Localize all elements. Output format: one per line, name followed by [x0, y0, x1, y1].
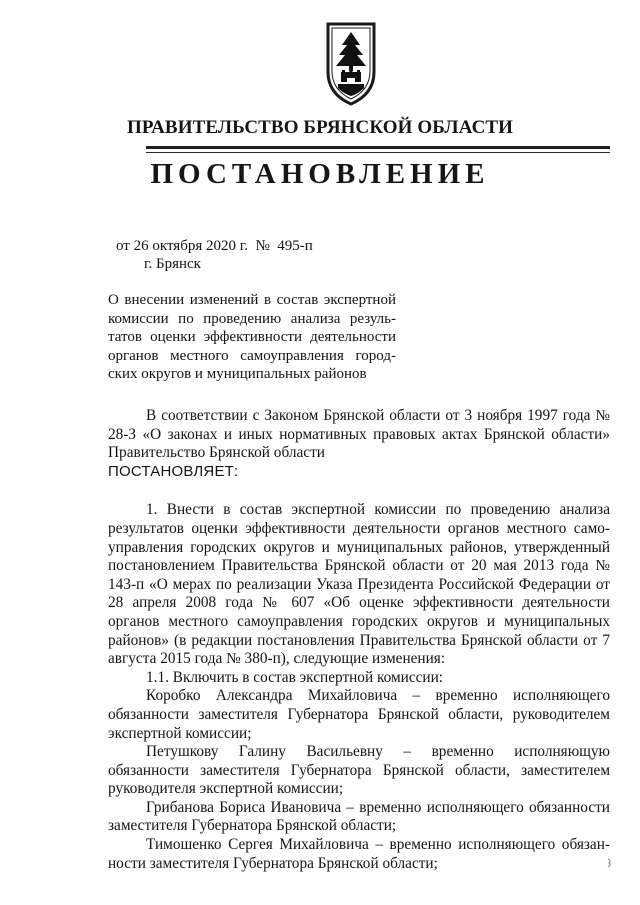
document-date: от 26 октября 2020 г.: [116, 238, 248, 254]
member-entry: Петушкову Галину Васильевну – временно исполняющую обязанности заместителя Губернатора Брянской области, заместителем руководителя экспертной комиссии;: [108, 743, 610, 798]
member-entry: Коробко Александра Михайловича – временно исполняющего обязанности заместителя Губернатора Брянской области, руководителем экспертной комиссии;: [108, 687, 610, 742]
document-subject: О внесении изменений в состав экспертной комиссии по проведению анализа резуль-татов оценки эффективности деятельности органов местного самоуправления город-ских округов и муниципальных районов: [108, 292, 396, 383]
resolves-heading: ПОСТАНОВЛЯЕТ:: [108, 462, 239, 480]
member-entry: Грибанова Бориса Ивановича – временно исполняющего обязанности заместителя Губернатора Брянской области;: [108, 798, 610, 835]
document-date-number: [116, 238, 313, 255]
bryansk-coat-of-arms-icon: [322, 18, 380, 108]
document-city: г. Брянск: [144, 256, 201, 272]
header-rule-thick: [146, 146, 610, 149]
margin-mark: [606, 858, 614, 868]
document-body: [108, 407, 610, 873]
member-entry: Тимошенко Сергея Михайловича – временно исполняющего обязан-ности заместителя Губернатора Брянской области;: [108, 836, 610, 872]
header-rule-thin: [146, 152, 610, 153]
item-1-1-paragraph: 1.1. Включить в состав экспертной комиссии:: [146, 668, 444, 686]
preamble-paragraph: В соответствии с Законом Брянской области от 3 ноября 1997 года № 28-З «О законах и иных нормативных правовых актах Брянской области» Правительство Брянской области: [108, 407, 610, 462]
item-1-paragraph: 1. Внести в состав экспертной комиссии по проведению анализа результатов оценки эффективности деятельности органов местного само-управления городских округов и муниципальных районов, утвержденный постановлением Правительства Брянской области от 20 мая 2013 года № 143-п «О мерах по реализации Указа Президента Российской Федерации от 28 апреля 2008 года № 607 «Об оценке эффективности деятельности органов местного самоуправления городских округов и муниципальных районов» (в редакции постановления Правительства Брянской области от 7 августа 2015 года № 380-п), следующие изменения:: [108, 501, 610, 668]
document-number: № 495-п: [255, 238, 313, 254]
document-type: ПОСТАНОВЛЕНИЕ: [150, 158, 490, 190]
government-title: ПРАВИТЕЛЬСТВО БРЯНСКОЙ ОБЛАСТИ: [126, 117, 514, 138]
